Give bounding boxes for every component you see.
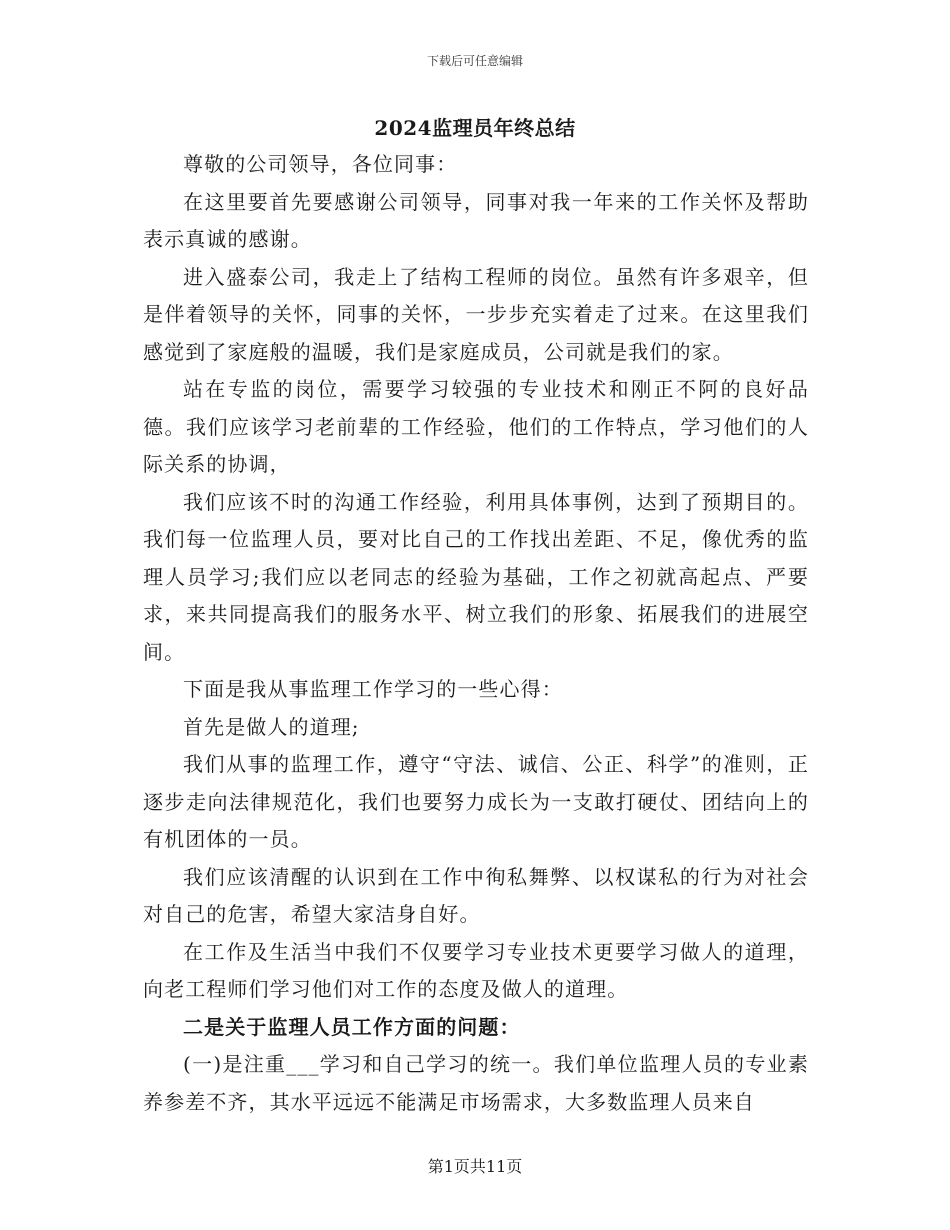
paragraph-principles: 我们从事的监理工作，遵守“守法、诚信、公正、科学”的准则，正逐步走向法律规范化，我们也要努力成长为一支敢打硬仗、团结向上的有机团体的一员。 — [143, 752, 809, 851]
paragraph-first-point: 首先是做人的道理; — [183, 714, 360, 739]
page-header-note: 下载后可任意编辑 — [426, 54, 523, 68]
document-title: 2024监理员年终总结 — [374, 116, 576, 140]
paragraph-thanks: 在这里要首先要感谢公司领导，同事对我一年来的工作关怀及帮助表示真诚的感谢。 — [143, 189, 809, 251]
paragraph-communication: 我们应该不时的沟通工作经验，利用具体事例，达到了预期目的。我们每一位监理人员，要对比自己的工作找出差距、不足，像优秀的监理人员学习;我们应以老同志的经验为基础，工作之初就高起点、严要求，来共同提高我们的服务水平、树立我们的形象、拓展我们的进展空间。 — [143, 489, 809, 664]
paragraph-learning: 在工作及生活当中我们不仅要学习专业技术更要学习做人的道理，向老工程师们学习他们对工作的态度及做人的道理。 — [143, 939, 809, 1001]
document-body — [143, 146, 809, 1121]
paragraph-salutation: 尊敬的公司领导，各位同事： — [183, 152, 458, 176]
paragraph-joining-company: 进入盛泰公司，我走上了结构工程师的岗位。虽然有许多艰辛，但是伴着领导的关怀，同事的关怀，一步步充实着走了过来。在这里我们感觉到了家庭般的温暖，我们是家庭成员，公司就是我们的家。 — [143, 264, 809, 364]
page-number: 第1页共11页 — [427, 1157, 523, 1176]
paragraph-experience-intro: 下面是我从事监理工作学习的一些心得： — [183, 677, 563, 701]
paragraph-integrity: 我们应该清醒的认识到在工作中徇私舞弊、以权谋私的行为对社会对自己的危害，希望大家洁身自好。 — [143, 864, 809, 926]
paragraph-position-requirements: 站在专监的岗位，需要学习较强的专业技术和刚正不阿的良好品德。我们应该学习老前辈的工作经验，他们的工作特点，学习他们的人际关系的协调， — [143, 377, 809, 476]
section-heading-second-point: 二是关于监理人员工作方面的问题： — [183, 1014, 521, 1039]
paragraph-study-unity: (一)是注重___学习和自己学习的统一。我们单位监理人员的专业素养参差不齐，其水平远远不能满足市场需求，大多数监理人员来自 — [143, 1052, 809, 1114]
